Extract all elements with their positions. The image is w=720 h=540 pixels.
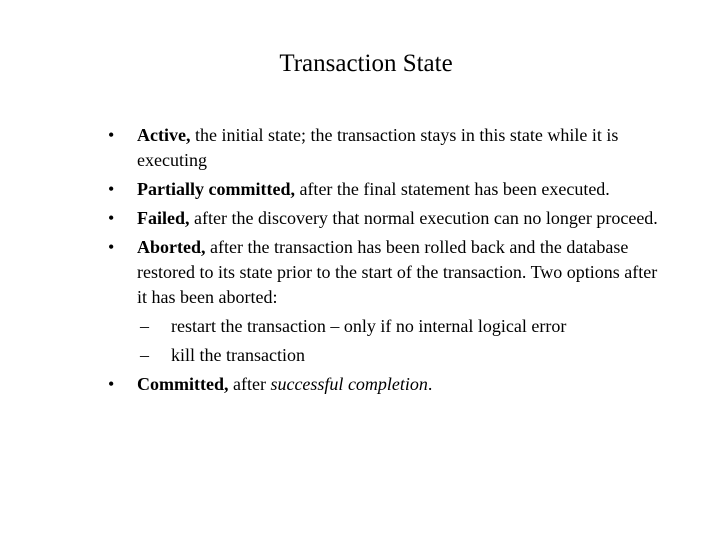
bullet-failed [108,206,668,231]
bullet-term: Partially committed, [137,179,295,199]
bullet-description: after the discovery that normal execution can no longer proceed. [189,208,658,228]
bullet-italic-text: successful completion [270,374,428,394]
aborted-options-list [137,314,668,368]
sub-item-text: kill the transaction [171,345,305,365]
bullet-term: Failed, [137,208,190,228]
bullet-symbol: • [108,179,115,199]
bullet-committed [108,372,668,397]
bullet-description: after the final statement has been executed. [294,179,610,199]
bullet-term: Aborted, [137,237,206,257]
sub-item-restart [140,314,668,339]
bullet-punctuation: . [427,374,433,394]
dash-symbol: – [140,345,149,365]
bullet-partially-committed [108,177,668,202]
bullet-symbol: • [108,125,115,145]
dash-symbol: – [140,316,149,336]
sub-item-text: restart the transaction – only if no internal logical error [171,316,567,336]
bullet-symbol: • [108,237,115,257]
bullet-aborted [108,235,668,368]
bullet-symbol: • [108,374,115,394]
bullet-symbol: • [108,208,115,228]
bullet-description: after [228,374,271,394]
bullet-description: after the transaction has been rolled back and the database restored to its state prior to the start of the transaction. Two options after it has been aborted: [137,237,658,307]
bullet-description: the initial state; the transaction stays in this state while it is executing [137,125,619,170]
slide-title: Transaction State [279,50,453,77]
bullet-term: Active, [137,125,191,145]
bullet-list [108,123,668,401]
bullet-active [108,123,668,173]
bullet-term: Committed, [137,374,229,394]
sub-item-kill [140,343,668,368]
